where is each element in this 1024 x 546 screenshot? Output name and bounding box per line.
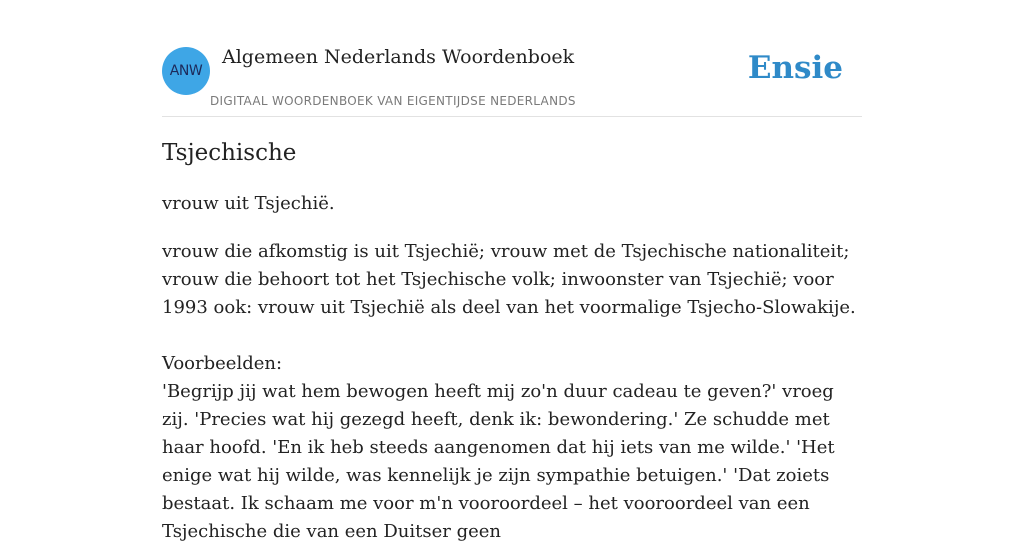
header (162, 0, 862, 117)
examples-text: 'Begrijp jij wat hem bewogen heeft mij zo'n duur cadeau te geven?' vroeg zij. 'Precies wat hij gezegd heeft, denk ik: bewondering.' Ze schudde met haar hoofd. 'En ik heb steeds aangenomen dat hij iets van me wilde.' 'Het enige wat hij wilde, was kennelijk je zijn sympathie betuigen.' 'Dat zoiets bestaat. Ik schaam me voor m'n vooroordeel – het vooroordeel van een Tsjechische die van een Duitser geen (162, 381, 835, 542)
examples-label: Voorbeelden: (162, 353, 283, 374)
short-definition: vrouw uit Tsjechië. (162, 193, 335, 214)
logo-text: ANW (169, 63, 203, 79)
ensie-brand-link[interactable]: Ensie (747, 50, 843, 86)
site-title[interactable]: Algemeen Nederlands Woordenboek (222, 46, 575, 68)
page (162, 0, 862, 542)
page-title: Tsjechische (162, 140, 297, 166)
tagline: DIGITAAL WOORDENBOEK VAN EIGENTIJDSE NEDERLANDS (210, 94, 576, 108)
anw-logo[interactable] (162, 47, 210, 95)
long-definition: vrouw die afkomstig is uit Tsjechië; vrouw met de Tsjechische nationaliteit; vrouw die behoort tot het Tsjechische volk; inwoonster van Tsjechië; voor 1993 ook: vrouw uit Tsjechië als deel van het voormalige Tsjecho-Slowakije. (162, 241, 856, 318)
definition-body (162, 238, 862, 546)
